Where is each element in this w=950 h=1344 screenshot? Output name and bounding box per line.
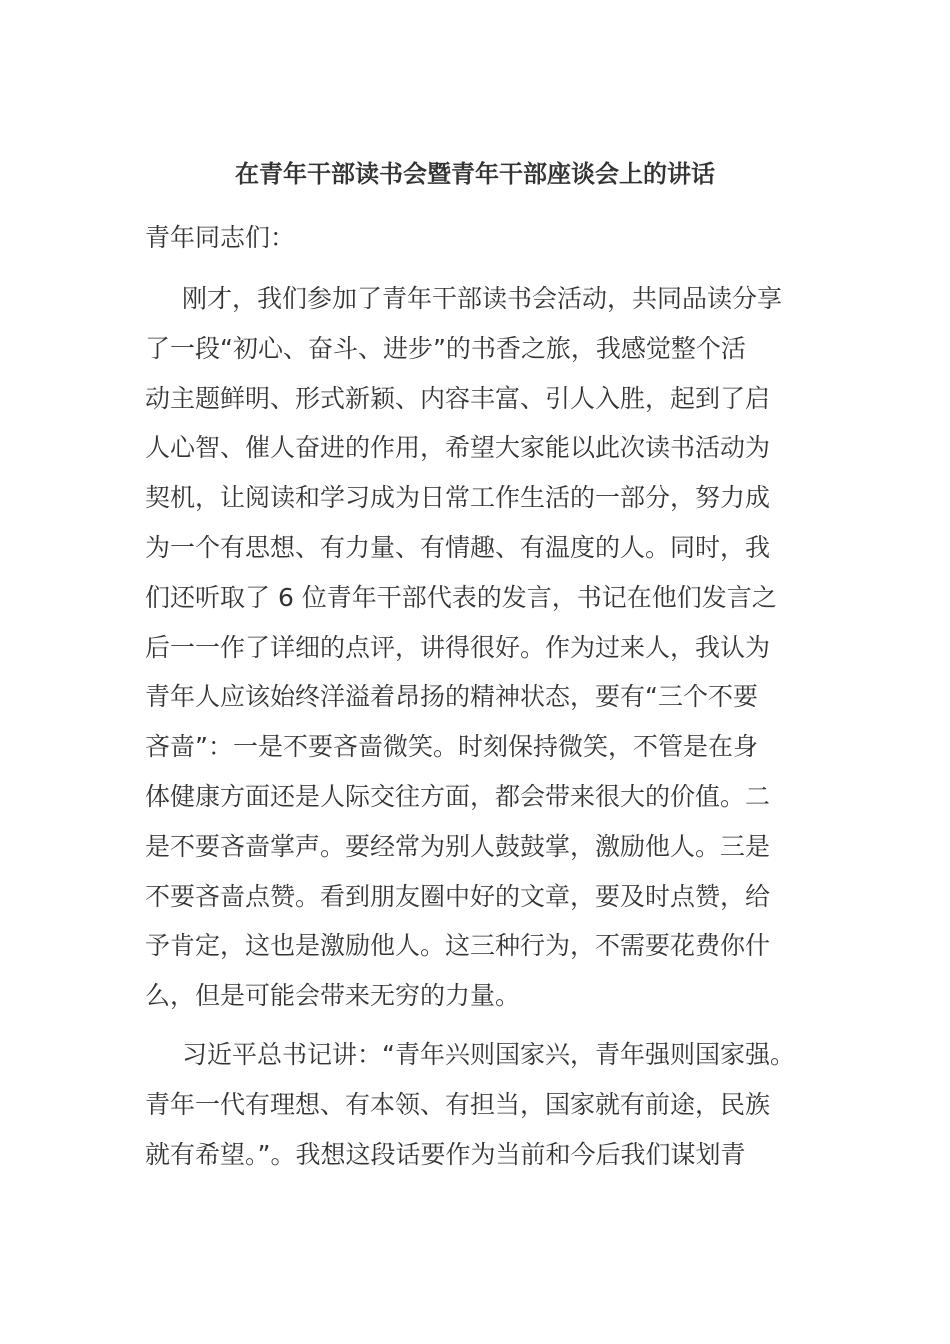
paragraph-2 (145, 1030, 835, 1179)
paragraph-line: 习近平总书记讲：“青年兴则国家兴，青年强则国家强。 (182, 1040, 795, 1069)
paragraph-line: 就有希望。”。我想这段话要作为当前和今后我们谋划青 (145, 1139, 746, 1169)
paragraph-line: 后一一作了详细的点评，讲得很好。作为过来人，我认为 (145, 632, 771, 662)
salutation: 青年同志们： (145, 223, 296, 252)
paragraph-line: 么，但是可能会带来无穷的力量。 (145, 981, 521, 1011)
paragraph-line: 为一个有思想、有力量、有情趣、有温度的人。同时，我 (145, 532, 771, 562)
paragraph-line: 了一段“初心、奋斗、进步”的书香之旅，我感觉整个活 (145, 333, 746, 363)
paragraph-line: 人心智、催人奋进的作用，希望大家能以此次读书活动为 (145, 433, 771, 463)
document-title: 在青年干部读书会暨青年干部座谈会上的讲话 (235, 160, 715, 188)
paragraph-line: 动主题鲜明、形式新颖、内容丰富、引人入胜，起到了启 (145, 383, 771, 413)
paragraph-line: 刚才，我们参加了青年干部读书会活动，共同品读分享 (182, 284, 783, 313)
paragraph-line: 青年一代有理想、有本领、有担当，国家就有前途，民族 (145, 1089, 771, 1119)
paragraph-line: 体健康方面还是人际交往方面，都会带来很大的价值。二 (145, 781, 771, 811)
paragraph-line: 是不要吝啬掌声。要经常为别人鼓鼓掌，激励他人。三是 (145, 831, 771, 861)
paragraph-line: 青年人应该始终洋溢着昂扬的精神状态，要有“三个不要 (145, 682, 758, 712)
paragraph-line: 吝啬”：一是不要吝啬微笑。时刻保持微笑，不管是在身 (145, 732, 758, 762)
paragraph-line: 契机，让阅读和学习成为日常工作生活的一部分，努力成 (145, 483, 771, 513)
paragraph-line: 予肯定，这也是激励他人。这三种行为，不需要花费你什 (145, 931, 771, 961)
paragraph-1 (145, 274, 835, 1021)
paragraph-line: 们还听取了 6 位青年干部代表的发言，书记在他们发言之 (145, 582, 777, 612)
paragraph-line: 不要吝啬点赞。看到朋友圈中好的文章，要及时点赞，给 (145, 881, 771, 911)
